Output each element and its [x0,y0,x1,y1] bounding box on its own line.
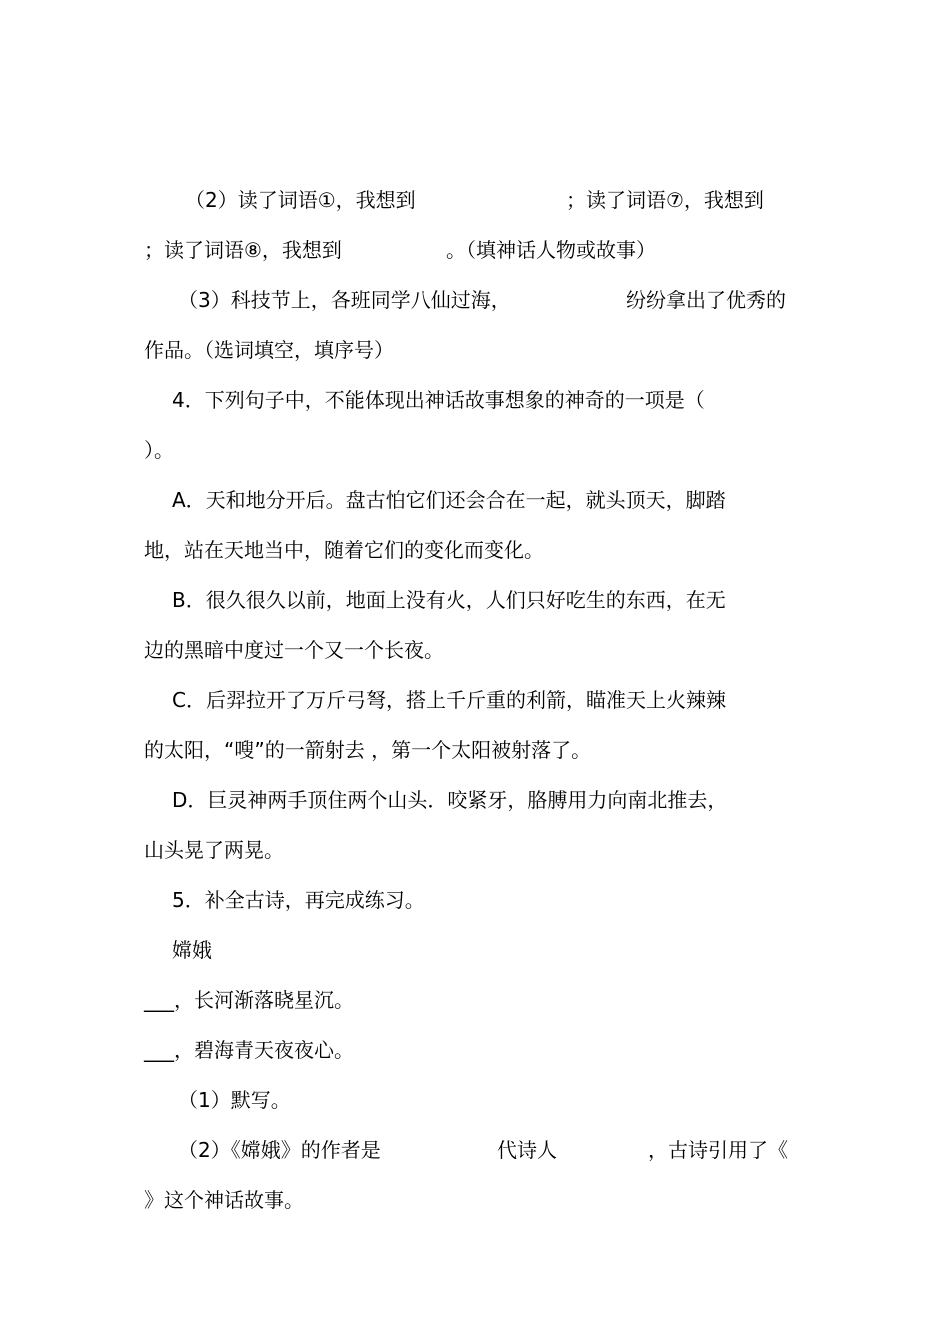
option-b-line2: 边的黑暗中度过一个又一个长夜。 [144,638,444,662]
q2-text-part1: （2）读了词语①，我想到 [185,188,416,212]
option-c-line1: C．后羿拉开了万斤弓弩，搭上千斤重的利箭，瞄准天上火辣辣 [172,688,726,712]
q5-part-1: （1）默写。 [178,1088,291,1112]
poem-line-2: ___，碧海青天夜夜心。 [144,1038,354,1062]
q5-part-2-d: 》这个神话故事。 [144,1188,304,1212]
q5-part-2-b: 代诗人 [497,1138,557,1162]
question-4-stem-end: ）。 [144,438,174,462]
poem-title: 嫦娥 [172,938,212,962]
q3-text-part1: （3）科技节上，各班同学八仙过海， [178,288,511,312]
q3-text-part2: 纷纷拿出了优秀的 [626,288,786,312]
q2-text-part3: ；读了词语⑧，我想到 [144,238,342,262]
q2-text-part4: 。（填神话人物或故事） [446,238,656,262]
q2-text-part2: ；读了词语⑦，我想到 [566,188,764,212]
option-d-line2: 山头晃了两晃。 [144,838,284,862]
q5-part-2-c: ，古诗引用了《 [648,1138,788,1162]
question-4-stem: 4．下列句子中，不能体现出神话故事想象的神奇的一项是（ [172,388,705,412]
q3-text-part3: 作品。（选词填空，填序号） [144,338,394,362]
option-b-line1: B．很久很久以前，地面上没有火，人们只好吃生的东西，在无 [172,588,726,612]
option-d-line1: D．巨灵神两手顶住两个山头．咬紧牙，胳膊用力向南北推去， [172,788,728,812]
q5-part-2-a: （2）《嫦娥》的作者是 [178,1138,381,1162]
option-a-line1: A．天和地分开后。盘古怕它们还会合在一起，就头顶天，脚踏 [172,488,726,512]
option-c-line2: 的太阳，“嗖”的一箭射去 ，第一个太阳被射落了。 [144,738,592,762]
question-5-stem: 5．补全古诗，再完成练习。 [172,888,425,912]
option-a-line2: 地，站在天地当中，随着它们的变化而变化。 [144,538,544,562]
poem-line-1: ___，长河渐落晓星沉。 [144,988,354,1012]
